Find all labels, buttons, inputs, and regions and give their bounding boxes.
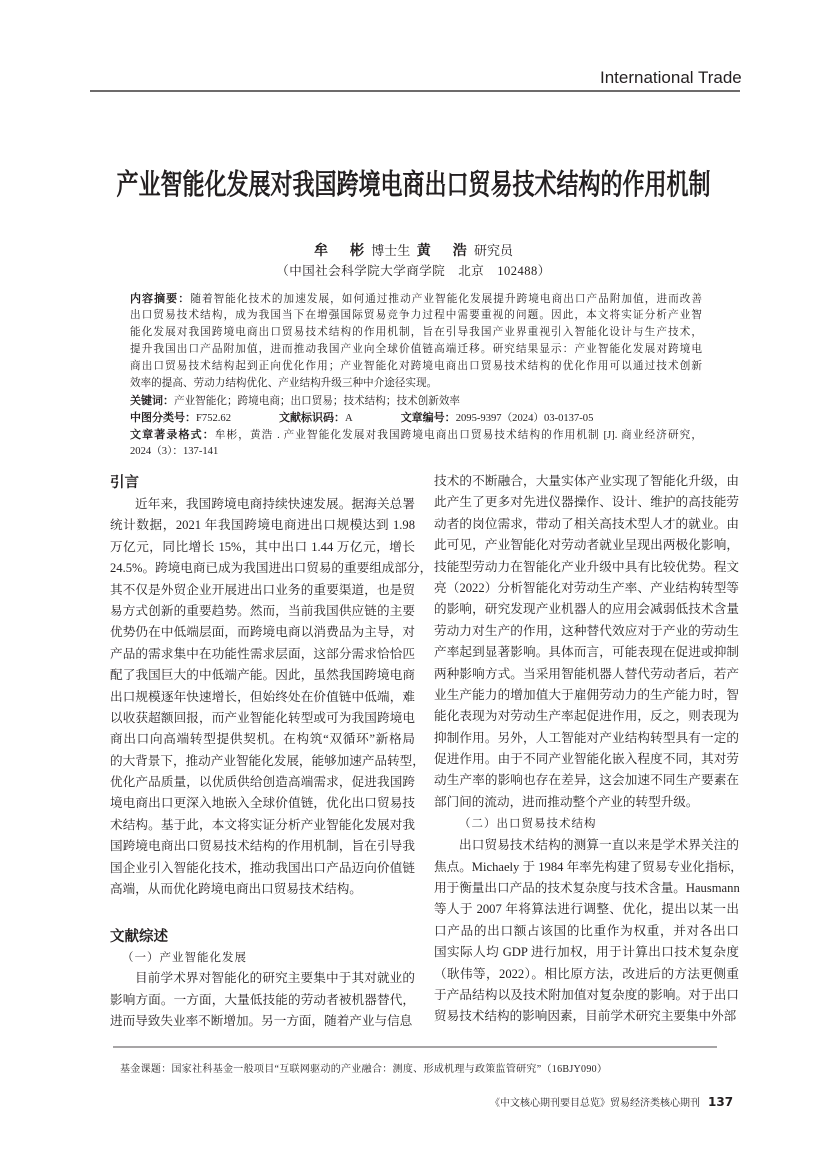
keywords-row — [130, 392, 702, 409]
abstract-line — [130, 358, 702, 375]
left-column — [110, 472, 433, 1033]
paragraph-line: 国企业引入智能化技术，推动我国出口产品迈向价值链 — [110, 860, 415, 875]
author-name: 牟 彬 — [313, 243, 368, 259]
author-role: 研究员 — [474, 243, 514, 258]
section-heading-intro: 引言 — [110, 475, 139, 491]
paragraph-line: 万亿元，同比增长 15%，其中出口 1.44 万亿元，增长 — [110, 539, 415, 554]
abstract-text: 随着智能化技术的加速发展，如何通过推动产业智能化发展提升跨境电商出口产品附加值，进而改善 — [190, 294, 703, 305]
paragraph-line: 焦点。Michaely 于 1984 年率先构建了贸易专业化指标， — [434, 859, 743, 874]
article-title: 产业智能化发展对我国跨境电商出口贸易技术结构的作用机制 — [116, 169, 711, 202]
paragraph-line: 部门间的流动，进而推动整个产业的转型升级。 — [434, 794, 699, 809]
citation-text: 牟彬，黄浩 . 产业智能化发展对我国跨境电商出口贸易技术结构的作用机制 [J]. 商业经济研究， — [214, 430, 702, 441]
paragraph-line: 术结构。基于此，本文将实证分析产业智能化发展对我 — [110, 817, 415, 832]
paragraph-line: 用于衡量出口产品的技术复杂度与技术含量。Hausmann — [434, 881, 740, 896]
paragraph-line: 劳动力对生产的作用，这种替代效应对于产业的劳动生 — [434, 623, 739, 638]
header-rule — [90, 90, 740, 92]
paragraph-line: 影响方面。一方面，大量低技能的劳动者被机器替代， — [110, 992, 415, 1007]
paragraph-line: 动者的岗位需求，带动了相关高技术型人才的就业。由 — [434, 516, 739, 531]
citation-line — [130, 443, 702, 460]
clc-label: 中图分类号： — [130, 411, 196, 424]
paragraph-line: 24.5%。跨境电商已成为我国进出口贸易的重要组成部分， — [110, 561, 433, 576]
paragraph-line: 境电商出口更深入地嵌入全球价值链，优化出口贸易技 — [110, 796, 415, 811]
section-heading-review: 文献综述 — [110, 929, 168, 946]
paragraph-line: 高端，从而优化跨境电商出口贸易技术结构。 — [110, 882, 362, 897]
paragraph-line: 进而导致失业率不断增加。另一方面，随着产业与信息 — [110, 1014, 413, 1029]
citation-label: 文章著录格式： — [130, 428, 215, 441]
abstract-text: 提升我国出口产品附加值，进而推动我国产业向全球价值链高端迁移。研究结果显示：产业智能化发展对跨境电 — [130, 344, 702, 355]
paragraph-line: 出口规模逐年快速增长，但始终处在价值链中低端，难 — [110, 689, 415, 704]
author-role: 博士生 — [371, 243, 411, 258]
paragraph-line: 国实际人均 GDP 进行加权，用于计算出口技术复杂度 — [434, 945, 739, 960]
paragraph-line: 业生产能力的增加值大于雇佣劳动力的生产能力时，智 — [434, 687, 739, 702]
paragraph-line: 能化表现为对劳动生产率起促进作用，反之，则表现为 — [434, 709, 739, 724]
paragraph-line: 出口贸易技术结构的测算一直以来是学术界关注的 — [459, 838, 739, 853]
paragraph-line: 产率起到显著影响。具体而言，可能表现在促进或抑制 — [434, 645, 739, 660]
abstract-text: 效率的提高、劳动力结构优化、产业结构升级三种中介途径实现。 — [130, 378, 438, 389]
paragraph-line: 此可见，产业智能化对劳动者就业呈现出两极化影响， — [434, 538, 739, 553]
paragraph-line: 统计数据，2021 年我国跨境电商进出口规模达到 1.98 — [110, 518, 415, 533]
paragraph-line: 动生产率的影响也存在差异，这会加速不同生产要素在 — [434, 773, 739, 788]
doc-code-value: A — [345, 413, 353, 424]
authors — [0, 240, 827, 260]
journal-note: 《中文核心期刊要目总览》贸易经济类核心期刊 — [490, 1098, 700, 1109]
paragraph-line: 两种影响方式。当采用智能机器人替代劳动者后，若产 — [434, 666, 739, 681]
paragraph-line: 产品的需求集中在功能性需求层面，这部分需求恰恰匹 — [110, 646, 415, 661]
page-number: 137 — [708, 1095, 734, 1109]
abstract-text: 出口贸易技术结构，成为我国当下在增强国际贸易竞争力过程中需要重视的问题。因此，本文将实证分析产业智 — [130, 310, 702, 321]
abstract-text: 能化发展对我国跨境电商出口贸易技术结构的作用机制，旨在引导我国产业界重视引入智能化设计与生产技术， — [130, 327, 702, 338]
author-name: 黄 浩 — [416, 243, 471, 259]
classification-row — [130, 409, 702, 426]
paragraph-line: 口产品的出口额占该国的比重作为权重，并对各出口 — [434, 923, 739, 938]
article-no-label: 文章编号： — [400, 411, 456, 424]
right-column — [434, 471, 743, 1028]
paragraph-line: 亮（2022）分析智能化对劳动生产率、产业结构转型等 — [434, 580, 739, 595]
article-no-value: 2095-9397（2024）03-0137-05 — [455, 413, 594, 424]
paragraph-line: 的影响，研究发现产业机器人的应用会减弱低技术含量 — [434, 602, 739, 617]
clc-value: F752.62 — [196, 413, 232, 424]
paragraph-line: 的大背景下，推动产业智能化发展，能够加速产品转型， — [110, 753, 425, 768]
subheading-export-tech-structure: （二）出口贸易技术结构 — [459, 818, 597, 831]
paragraph-line: 易方式创新的重要趋势。然而，当前我国供应链的主要 — [110, 603, 415, 618]
paragraph-line: 商出口向高端转型提供契机。在构筑“双循环”新格局 — [110, 732, 415, 747]
abstract-label: 内容摘要： — [130, 292, 191, 305]
paragraph-line: 技能型劳动力在智能化产业升级中具有比较优势。程文 — [434, 559, 739, 574]
abstract-line — [130, 324, 702, 341]
paragraph-line: 于产品结构以及技术附加值对复杂度的影响。对于出口 — [434, 987, 739, 1002]
paragraph-line: 其不仅是外贸企业开展进出口业务的重要渠道，也是贸 — [110, 582, 415, 597]
paragraph-line: 以收获超额回报，而产业智能化转型或可为我国跨境电 — [110, 710, 415, 725]
paragraph-line: （耿伟等，2022）。相比原方法，改进后的方法更侧重 — [434, 966, 739, 981]
paragraph-line: 贸易技术结构的影响因素，目前学术研究主要集中外部 — [434, 1009, 737, 1024]
running-header: International Trade — [600, 68, 742, 87]
paragraph-line: 国跨境电商出口贸易技术结构的作用机制，旨在引导我 — [110, 839, 415, 854]
subheading-industry-intelligence: （一）产业智能化发展 — [122, 952, 247, 965]
paragraph-line: 近年来，我国跨境电商持续快速发展。据海关总署 — [135, 497, 415, 511]
paragraph-line: 目前学术界对智能化的研究主要集中于其对就业的 — [135, 971, 415, 986]
paragraph-line: 抑制作用。另外，人工智能对产业结构转型具有一定的 — [434, 730, 739, 745]
paragraph-line: 技术的不断融合，大量实体产业实现了智能化升级，由 — [434, 474, 739, 488]
footnote-rule — [113, 1046, 717, 1048]
affiliation: （中国社会科学院大学商学院 北京 102488） — [276, 264, 551, 278]
abstract-text: 商出口贸易技术结构起到正向优化作用；产业智能化对跨境电商出口贸易技术结构的优化作用可以通过技术创新 — [130, 361, 702, 372]
abstract-line — [130, 341, 702, 358]
abstract — [130, 290, 702, 460]
keywords: 产业智能化；跨境电商；出口贸易；技术结构；技术创新效率 — [174, 396, 461, 407]
doc-code-label: 文献标识码： — [279, 411, 346, 424]
keywords-label: 关键词： — [130, 394, 174, 407]
citation-text: 2024（3）：137-141 — [130, 446, 219, 457]
funding-footnote: 基金课题：国家社科基金一般项目“互联网驱动的产业融合：测度、形成机理与政策监管研究”（16BJY090） — [120, 1064, 608, 1075]
citation-line — [130, 426, 702, 443]
abstract-line — [130, 290, 702, 307]
paragraph-line: 优势仍在中低端层面，而跨境电商以消费品为主导，对 — [110, 625, 415, 640]
abstract-line — [130, 375, 702, 392]
paragraph-line: 配了我国巨大的中低端产能。因此，虽然我国跨境电商 — [110, 668, 415, 683]
paragraph-line: 优化产品质量，以优质供给创造高端需求，促进我国跨 — [110, 775, 415, 790]
abstract-line — [130, 307, 702, 324]
page-footer — [490, 1094, 733, 1109]
paragraph-line: 促进作用。由于不同产业智能化嵌入程度不同，其对劳 — [434, 752, 739, 767]
paragraph-line: 等人于 2007 年将算法进行调整、优化，提出以某一出 — [434, 902, 739, 917]
paragraph-line: 此产生了更多对先进仪器操作、设计、维护的高技能劳 — [434, 495, 739, 510]
